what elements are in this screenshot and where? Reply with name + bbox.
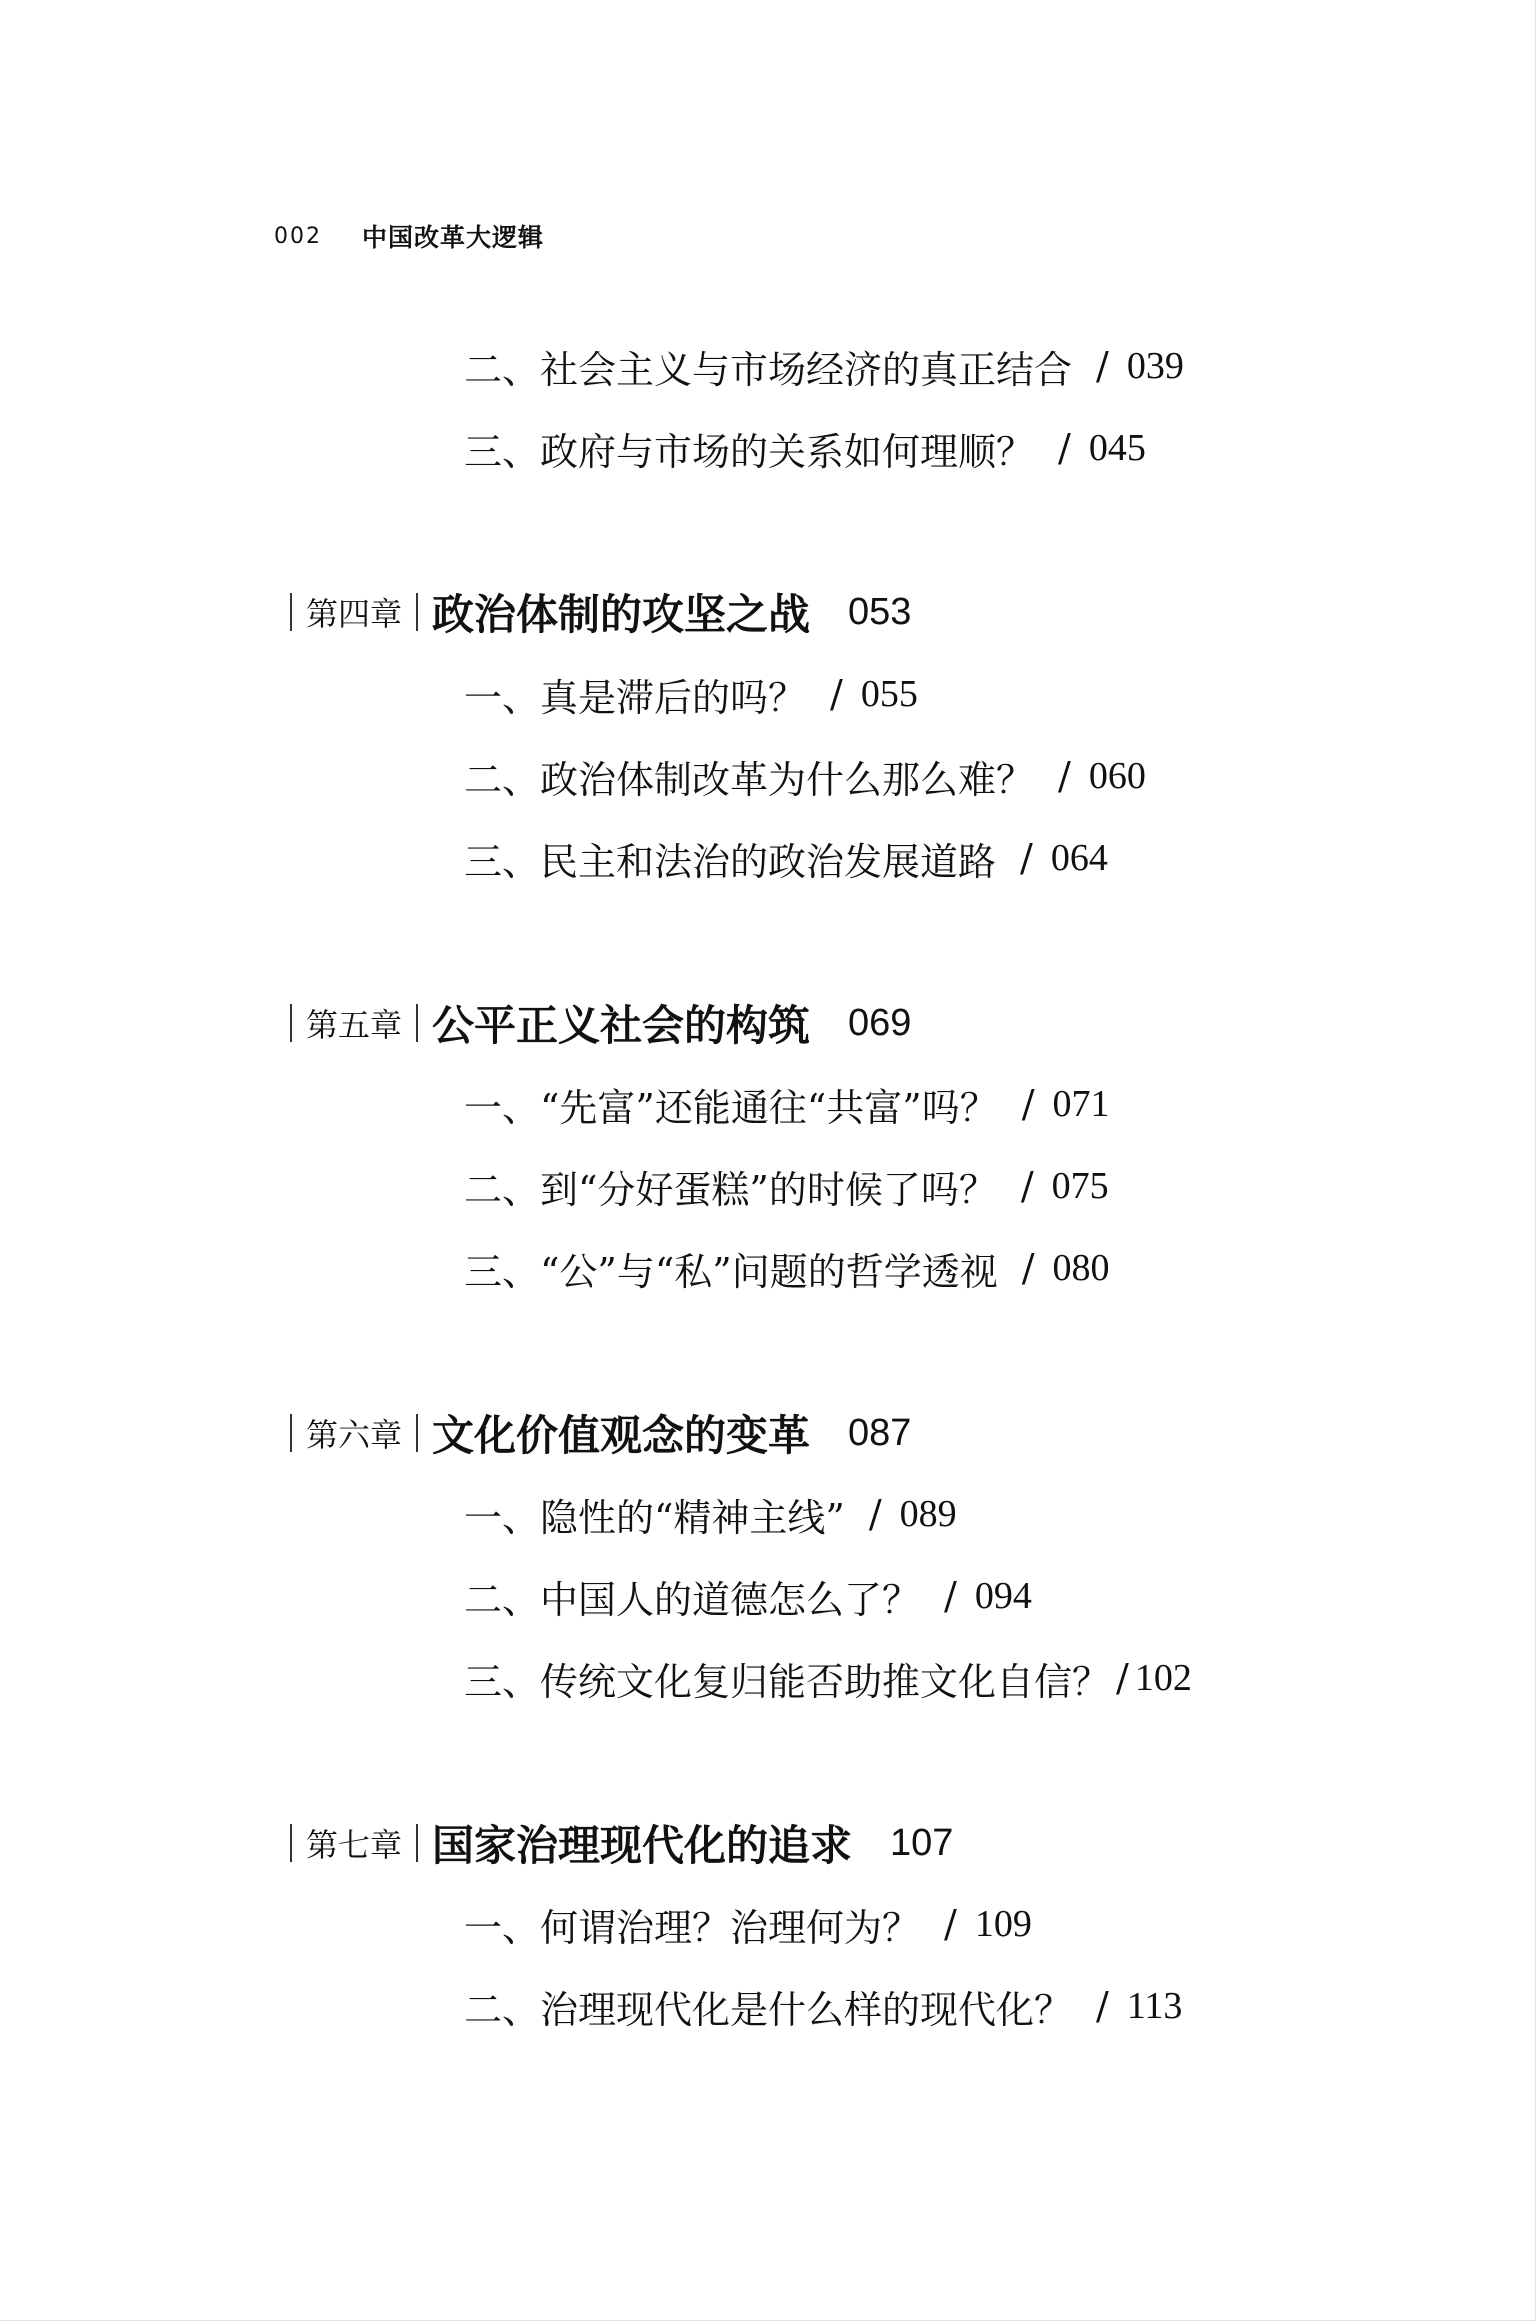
section-page: 039 <box>1126 345 1184 387</box>
section-title: 三、传统文化复归能否助推文化自信？ <box>464 1659 1111 1704</box>
section-page: 045 <box>1088 427 1146 469</box>
chapter-page: 107 <box>890 1821 954 1864</box>
toc-section[interactable] <box>464 1240 1110 1296</box>
page-separator: / <box>944 1574 957 1618</box>
chapter-title: 公平正义社会的构筑 <box>432 1001 811 1050</box>
section-title: 一、隐性的“精神主线” <box>464 1495 845 1540</box>
page-separator: / <box>830 672 843 716</box>
section-page: 080 <box>1052 1247 1110 1289</box>
section-title: 一、“先富”还能通往“共富”吗？ <box>464 1085 998 1130</box>
section-page: 064 <box>1050 837 1108 879</box>
section-page: 089 <box>899 1493 957 1535</box>
section-page: 055 <box>860 673 918 715</box>
section-title: 三、政府与市场的关系如何理顺？ <box>464 429 1035 474</box>
toc-section[interactable] <box>464 1076 1110 1132</box>
section-title: 二、到“分好蛋糕”的时候了吗？ <box>464 1167 997 1212</box>
toc-chapter[interactable] <box>290 1403 911 1463</box>
page-separator: / <box>1058 426 1071 470</box>
toc-section[interactable] <box>464 830 1108 886</box>
toc-section[interactable] <box>464 748 1146 804</box>
page-separator: / <box>1096 1984 1109 2028</box>
toc-section[interactable] <box>464 1896 1032 1952</box>
chapter-title: 文化价值观念的变革 <box>432 1411 811 1460</box>
toc-section[interactable] <box>464 1158 1109 1214</box>
section-page: 060 <box>1088 755 1146 797</box>
section-title: 一、何谓治理？治理何为？ <box>464 1905 921 1950</box>
section-page: 094 <box>974 1575 1032 1617</box>
toc-chapter[interactable] <box>290 993 911 1053</box>
chapter-page: 087 <box>848 1411 912 1454</box>
section-page: 113 <box>1126 1985 1183 2027</box>
page-separator: / <box>1021 1082 1035 1126</box>
toc-section[interactable] <box>464 338 1184 394</box>
page-separator: / <box>1116 1656 1129 1700</box>
section-title: 三、“公”与“私”问题的哲学透视 <box>464 1249 998 1294</box>
section-title: 二、社会主义与市场经济的真正结合 <box>464 347 1073 392</box>
section-title: 二、中国人的道德怎么了？ <box>464 1577 921 1622</box>
section-page: 109 <box>974 1903 1032 1945</box>
page-number: 002 <box>274 223 322 249</box>
toc-chapter[interactable] <box>290 1813 953 1873</box>
chapter-page: 053 <box>848 590 912 633</box>
chapter-title: 政治体制的攻坚之战 <box>432 590 811 639</box>
toc-section[interactable] <box>464 1650 1192 1706</box>
chapter-title: 国家治理现代化的追求 <box>432 1821 853 1870</box>
page-separator: / <box>944 1902 957 1946</box>
section-title: 三、民主和法治的政治发展道路 <box>464 839 997 884</box>
page-separator: / <box>1020 1164 1034 1208</box>
toc-section[interactable] <box>464 1978 1182 2034</box>
chapter-number: 第六章 <box>306 1416 403 1454</box>
toc-section[interactable] <box>464 1568 1032 1624</box>
page-separator: / <box>1058 754 1071 798</box>
toc-section[interactable] <box>464 1486 957 1542</box>
book-title: 中国改革大逻辑 <box>362 223 545 252</box>
running-head <box>274 216 544 256</box>
page-separator: / <box>1096 344 1109 388</box>
section-title: 二、政治体制改革为什么那么难？ <box>464 757 1035 802</box>
chapter-number: 第四章 <box>306 595 403 633</box>
section-page: 102 <box>1134 1657 1192 1699</box>
section-page: 071 <box>1052 1083 1110 1125</box>
section-title: 二、治理现代化是什么样的现代化？ <box>464 1987 1073 2032</box>
page-separator: / <box>868 1492 882 1536</box>
page-separator: / <box>1020 836 1033 880</box>
section-title: 一、真是滞后的吗？ <box>464 675 807 720</box>
toc-chapter[interactable] <box>290 582 911 642</box>
chapter-page: 069 <box>848 1001 912 1044</box>
page-separator: / <box>1021 1246 1035 1290</box>
toc-section[interactable] <box>464 666 918 722</box>
toc-section[interactable] <box>464 420 1146 476</box>
chapter-number: 第七章 <box>306 1826 403 1864</box>
chapter-number: 第五章 <box>306 1006 403 1044</box>
section-page: 075 <box>1051 1165 1109 1207</box>
